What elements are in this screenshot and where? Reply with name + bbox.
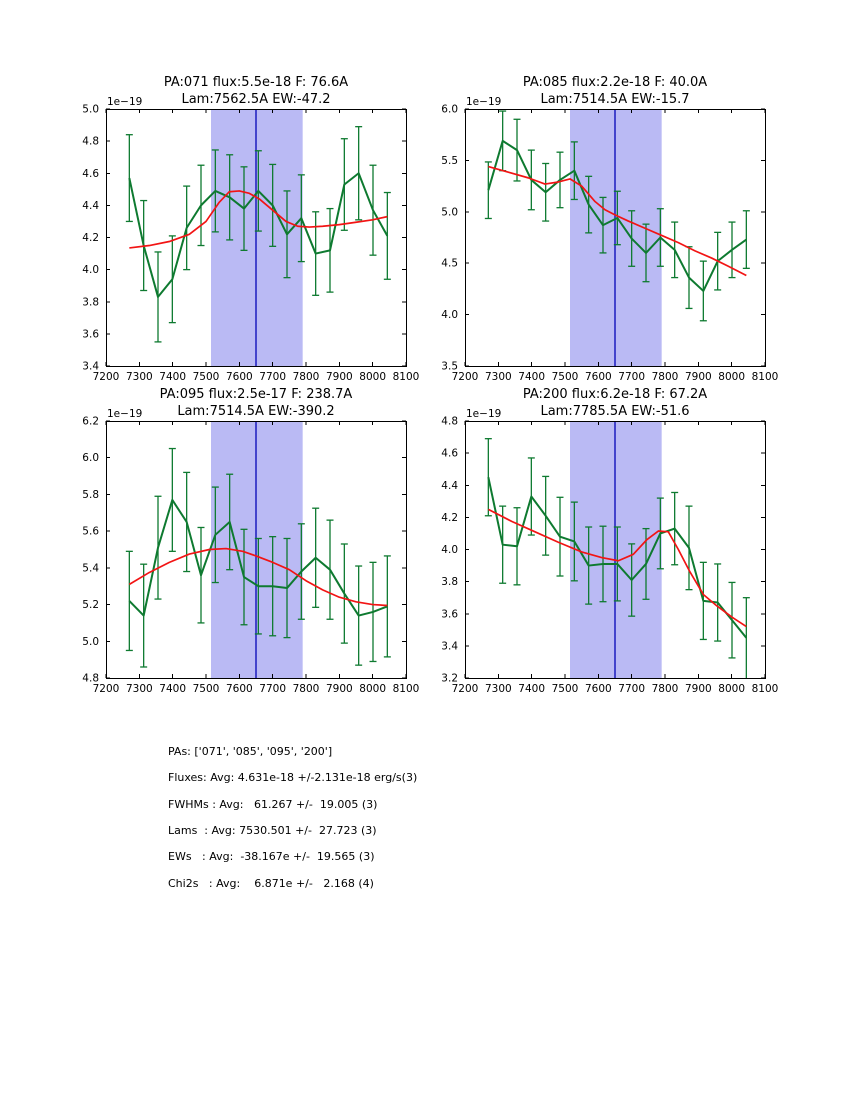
y-tick-label: 4.0 [441, 309, 458, 322]
x-tick-label: 8000 [359, 683, 387, 695]
stats-line-fwhms: FWHMs : Avg: 61.267 +/- 19.005 (3) [168, 797, 378, 811]
subplot-title-line1: PA:200 flux:6.2e-18 F: 67.2A [522, 387, 708, 402]
y-tick-label: 3.5 [441, 360, 458, 373]
y-axis-offset-label: 1e−19 [107, 408, 143, 420]
x-tick-label: 7900 [684, 371, 712, 383]
subplot-title-line1: PA:085 flux:2.2e-18 F: 40.0A [522, 75, 708, 90]
selection-band [570, 422, 662, 678]
x-tick-label: 7500 [551, 683, 579, 695]
x-tick-label: 7600 [584, 683, 612, 695]
y-tick-label: 4.0 [82, 264, 99, 277]
y-tick-label: 3.8 [441, 576, 458, 589]
y-axis-offset-label: 1e−19 [107, 96, 143, 108]
y-tick-label: 5.6 [82, 525, 99, 538]
x-tick-label: 7200 [451, 371, 479, 383]
selection-band [211, 422, 303, 678]
x-tick-label: 7800 [651, 683, 679, 695]
y-tick-label: 4.8 [82, 672, 99, 685]
x-tick-label: 7700 [259, 371, 287, 383]
x-tick-label: 7900 [325, 371, 353, 383]
y-tick-label: 4.2 [441, 511, 458, 524]
subplot-title-line1: PA:095 flux:2.5e-17 F: 238.7A [159, 387, 353, 402]
y-tick-label: 4.0 [441, 544, 458, 556]
x-tick-label: 7800 [651, 371, 679, 383]
y-tick-label: 5.0 [441, 206, 458, 219]
y-tick-label: 5.8 [82, 488, 99, 501]
selection-band [570, 110, 662, 366]
x-tick-label: 7200 [92, 683, 120, 695]
x-tick-label: 7600 [225, 371, 253, 383]
x-tick-label: 7900 [684, 683, 712, 695]
x-tick-label: 7300 [125, 371, 153, 383]
x-tick-label: 7300 [125, 683, 153, 695]
stats-line-chi2s: Chi2s : Avg: 6.871e +/- 2.168 (4) [168, 876, 374, 890]
x-tick-label: 7500 [551, 371, 579, 383]
subplot-PA200 [441, 387, 778, 695]
y-axis-offset-label: 1e−19 [466, 408, 502, 420]
x-tick-label: 7200 [451, 683, 479, 695]
y-tick-label: 4.4 [441, 479, 458, 492]
subplot-title-line2: Lam:7514.5A EW:-15.7 [540, 92, 690, 107]
x-tick-label: 7600 [225, 683, 253, 695]
x-tick-label: 8000 [359, 371, 387, 383]
x-tick-label: 8100 [751, 371, 779, 383]
subplot-title-line2: Lam:7785.5A EW:-51.6 [540, 404, 690, 419]
x-tick-label: 7900 [325, 683, 353, 695]
x-tick-label: 7400 [518, 683, 546, 695]
y-tick-label: 4.6 [441, 447, 458, 460]
x-tick-label: 7500 [192, 683, 220, 695]
x-tick-label: 8100 [392, 683, 420, 695]
stats-line-lams: Lams : Avg: 7530.501 +/- 27.723 (3) [168, 824, 377, 837]
x-tick-label: 7400 [518, 371, 546, 383]
y-tick-label: 3.8 [82, 296, 99, 309]
x-tick-label: 7300 [484, 683, 512, 695]
y-tick-label: 5.0 [82, 103, 99, 116]
y-tick-label: 4.6 [82, 167, 99, 180]
y-tick-label: 4.5 [441, 257, 458, 270]
x-tick-label: 8000 [718, 683, 746, 695]
x-tick-label: 7700 [618, 371, 646, 383]
y-tick-label: 3.4 [82, 360, 99, 373]
y-tick-label: 3.2 [441, 672, 458, 685]
x-tick-label: 8000 [718, 371, 746, 383]
stats-line-fluxes: Fluxes: Avg: 4.631e-18 +/-2.131e-18 erg/s(3) [168, 771, 418, 785]
selection-band [211, 110, 303, 366]
x-tick-label: 7700 [259, 683, 287, 695]
y-tick-label: 3.6 [441, 608, 458, 621]
y-tick-label: 6.0 [441, 103, 458, 116]
x-tick-label: 7400 [159, 371, 187, 383]
x-tick-label: 7700 [618, 683, 646, 695]
subplot-title-line2: Lam:7514.5A EW:-390.2 [177, 404, 335, 419]
y-tick-label: 4.8 [82, 135, 99, 148]
subplot-PA085 [441, 75, 778, 383]
y-tick-label: 4.8 [441, 415, 458, 428]
y-tick-label: 4.2 [82, 232, 99, 244]
x-tick-label: 7500 [192, 371, 220, 383]
y-tick-label: 5.0 [82, 635, 99, 648]
subplot-title-line2: Lam:7562.5A EW:-47.2 [181, 92, 331, 107]
y-tick-label: 3.4 [441, 640, 458, 653]
x-tick-label: 7800 [292, 371, 320, 383]
x-tick-label: 7200 [92, 371, 120, 383]
y-tick-label: 5.4 [82, 562, 99, 575]
y-tick-label: 5.2 [82, 599, 99, 612]
x-tick-label: 7400 [159, 683, 187, 695]
x-tick-label: 7800 [292, 683, 320, 695]
y-axis-offset-label: 1e−19 [466, 96, 502, 108]
stats-line-pas: PAs: ['071', '085', '095', '200'] [168, 745, 333, 758]
x-tick-label: 7300 [484, 371, 512, 383]
x-tick-label: 7600 [584, 371, 612, 383]
x-tick-label: 8100 [392, 371, 420, 383]
y-tick-label: 6.2 [82, 415, 99, 428]
stats-line-ews: EWs : Avg: -38.167e +/- 19.565 (3) [168, 850, 375, 864]
x-tick-label: 8100 [751, 683, 779, 695]
y-tick-label: 4.4 [82, 199, 99, 212]
subplot-PA095 [82, 387, 419, 695]
subplot-title-line1: PA:071 flux:5.5e-18 F: 76.6A [163, 75, 349, 90]
y-tick-label: 6.0 [82, 452, 99, 465]
subplot-PA071 [82, 75, 419, 383]
y-tick-label: 3.6 [82, 328, 99, 341]
y-tick-label: 5.5 [441, 154, 458, 167]
